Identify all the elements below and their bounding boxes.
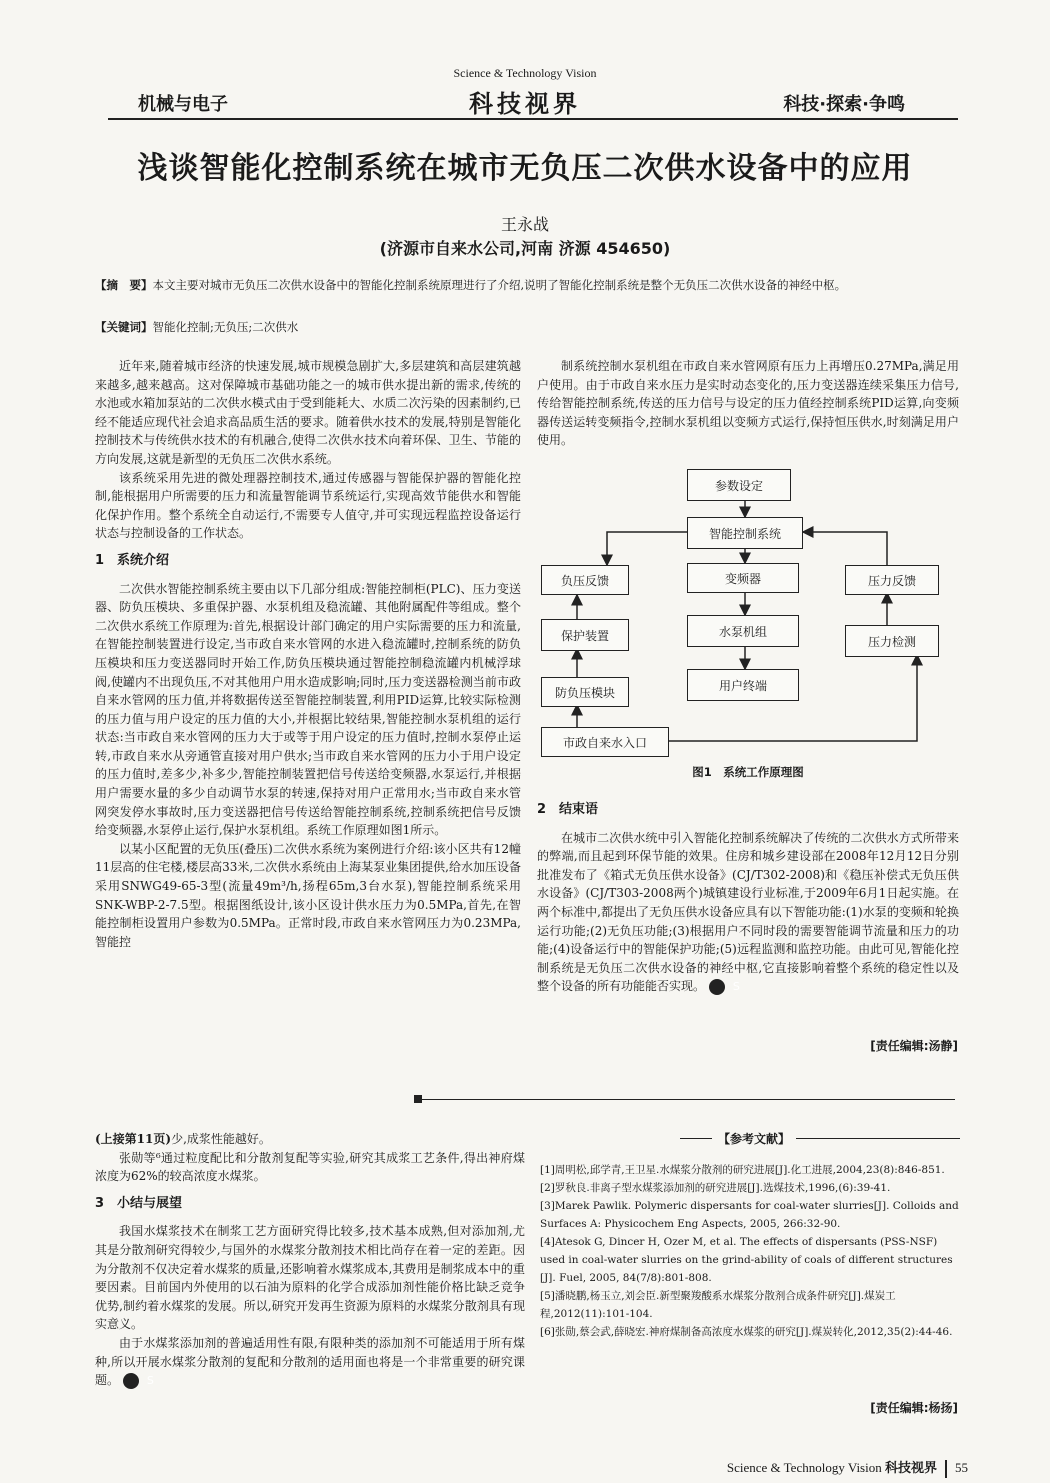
paragraph: 制系统控制水泵机组在市政自来水管网原有压力上再增压0.27MPa,满足用户使用。由于市政自来水压力是实时动态变化的,压力变送器连续采集压力信号,传给智能控制系统,传送的压力信号与设定的压力值经控制系统PID运算,向变频器传送运转变频指令,控制水泵机组以变频方式运行,保持恒压供水,时刻满足用户使用。 [537,359,959,448]
footer-english: Science & Technology Vision [726,1460,882,1475]
keywords-text: 智能化控制;无负压;二次供水 [152,320,299,334]
header-rule [108,118,958,120]
box-pump-unit: 水泵机组 [687,615,799,647]
reference-item: [6]张勋,蔡会武,薛晓宏.神府煤制备高浓度水煤浆的研究[J].煤炭转化,2012,35(2):44-46. [540,1326,953,1338]
paragraph: 张勋等⁶通过粒度配比和分散剂复配等实验,研究其成浆工艺条件,得出神府煤浓度为62%的较高浓度水煤浆。 [95,1150,525,1184]
paragraph: 二次供水智能控制系统主要由以下几部分组成:智能控制柜(PLC)、压力变送器、防负压模块、多重保护器、水泵机组及稳流罐、其他附属配件等组成。整个二次供水系统工作原理为:首先,根据设计部门确定的用户实际需要的压力和流量,在智能控制装置进行设定,当市政自来水管网的水进入稳流罐时,控制系统的防负压模块和压力变送器同时开始工作,防负压模块通过智能控制稳流罐内机械浮球阀,使罐内不出现负压,不对其他用户用水造成影响;同时,压力变送器检测当前市政自来水管网的压力值,并将数据传送至智能控制装置,利用PID运算,比较实际检测的压力值与用户设定的压力值的大小,并根据比较结果,智能控制水泵机组的运行状态:当市政自来水管网的压力大于或等于用户设定的压力值时,控制水泵停止运转,市政自来水从旁通管直接对用户供水;当市政自来水管网的压力小于用户设定的压力值时,差多少,补多少,智能控制装置把信号传送给变频器,水泵运行,并根据用户需要水量的多少自动调节水泵的转速,保持对用户正常用水;当市政自来水管网突发停水事故时,压力变送器把信号传送给智能控制系统,控制系统把信号反馈给变频器,水泵停止运行,保护水泵机组。系统工作原理如图1所示。 [95,581,521,838]
article-title: 浅谈智能化控制系统在城市无负压二次供水设备中的应用 [137,151,913,186]
box-protection-device: 保护装置 [541,619,629,651]
journal-english-name: Science & Technology Vision [453,66,597,80]
section-label-left: 机械与电子 [138,94,228,115]
separator-mark [414,1095,422,1103]
paragraph: 我国水煤浆技术在制浆工艺方面研究得比较多,技术基本成熟,但对添加剂,尤其是分散剂研究得较少,与国外的水煤浆分散剂技术相比尚存在着一定的差距。因为分散剂不仅决定着水煤浆的质量,还影响着水煤浆成本,其费用是制浆成本中的重要因素。目前国内外使用的以石油为原料的化学合成添加剂性能价格比缺乏竞争优势,制约着水煤浆的发展。所以,研究开发再生资源为原料的水煤浆分散剂具有现实意义。 [95,1224,525,1332]
box-vfd: 变频器 [687,563,799,593]
paragraph-text: 少,成浆性能越好。 [171,1132,271,1146]
article-end-icon: S [123,1373,139,1389]
right-column-top [537,357,959,450]
paragraph-text: 在城市二次供水统中引入智能化控制系统解决了传统的二次供水方式所带来的弊端,而且起到环保节能的效果。住房和城乡建设部在2008年12月12日分别批准发布了《箱式无负压供水设备》(CJ/T302-2008)和《稳压补偿式无负压供水设备》(CJ/T303-2008两个)城镇建设行业标准,于2009年6月1日起实施。在两个标准中,都提出了无负压供水设备应具有以下智能功能:(1)水泵的变频和轮换运行功能;(2)无负压功能;(3)根据用户不同时段的需要智能调节流量和压力的功能;(4)设备运行中的智能保护功能;(5)远程监测和监控功能。由此可见,智能化控制系统是无负压二次供水设备的神经中枢,它直接影响着整个系统的稳定性以及整个设备的所有功能能否实现。 [537,830,959,994]
box-pressure-feedback: 压力反馈 [845,565,939,595]
affiliation: (济源市自来水公司,河南 济源 454650) [379,239,671,258]
box-user-terminal: 用户终端 [687,669,799,701]
paragraph: 近年来,随着城市经济的快速发展,城市规模急剧扩大,多层建筑和高层建筑越来越多,越来越高。这对保障城市基础功能之一的城市供水提出新的需求,传统的水池或水箱加泵站的二次供水模式由于受到能耗大、水质二次污染的因素制约,已经不能适应现代社会追求高品质生活的要求。随着供水技术的发展,特别是智能化控制技术与传统供水技术的有机融合,使得二次供水技术向着环保、卫生、节能的方向发展,这就是新型的无负压二次供水系统。 [95,359,521,466]
section-heading: 1 系统介绍 [95,552,170,568]
paragraph: 该系统采用先进的微处理器控制技术,通过传感器与智能保护器的智能化控制,能根据用户所需要的压力和流量智能调节系统运行,实现高效节能供水和智能化保护作用。整个系统全自动运行,不需要专人值守,并可实现远程监控设备运行状态与控制设备的工作状态。 [95,470,521,541]
article-end-icon: S [709,979,725,995]
reference-item: [4]Atesok G, Dincer H, Ozer M, et al. The effects of dispersants (PSS-NSF) used in coal-water slurries on the grind-ability of coals of different structures [J]. Fuel, 2005, 84(7/8):801-808. [540,1236,953,1284]
journal-title: 科技视界 [469,90,581,118]
box-param-setting: 参数设定 [687,469,791,501]
reference-item: [3]Marek Pawlik. Polymeric dispersants for coal-water slurries[J]. Colloids and Surfaces A: Physicochem Eng Aspects, 2005, 266:32-90. [540,1200,959,1230]
figure-caption: 图1 系统工作原理图 [692,765,804,779]
editor-credit: [责任编辑:汤静] [870,1039,958,1053]
reference-item: [5]潘晓鹏,杨玉立,刘会臣.新型聚羧酸系水煤浆分散剂合成条件研究[J].煤炭工程,2012(11):101-104. [540,1290,896,1320]
reference-item: [2]罗秋良.非离子型水煤浆添加剂的研究进展[J].选煤技术,1996,(6):39-41. [540,1182,891,1194]
box-negative-feedback: 负压反馈 [541,565,629,595]
footer-journal: 科技视界 [884,1461,937,1476]
abstract-label: 【摘 要】 [95,278,153,292]
references-heading: 【参考文献】 [712,1130,796,1147]
reference-item: [1]周明松,邱学青,王卫星.水煤浆分散剂的研究进展[J].化工进展,2004,23(8):846-851. [540,1164,945,1176]
box-smart-control: 智能控制系统 [687,517,803,549]
right-column-bottom [537,792,959,996]
abstract-text: 本文主要对城市无负压二次供水设备中的智能化控制系统原理进行了介绍,说明了智能化控制系统是整个无负压二次供水设备的神经中枢。 [152,278,847,292]
article-separator [420,1099,955,1100]
paragraph [537,829,959,996]
references-list [540,1161,960,1341]
footer-divider [945,1460,947,1478]
section-heading: 2 结束语 [537,802,599,817]
section-label-right: 科技·探索·争鸣 [783,94,905,115]
section-heading: 3 小结与展望 [95,1195,183,1211]
paragraph-text: 由于水煤浆添加剂的普遍适用性有限,有限种类的添加剂不可能适用于所有煤种,所以开展水煤浆分散剂的复配和分散剂的适用面也将是一个非常重要的研究课题。 [95,1335,525,1388]
box-municipal-inlet: 市政自来水入口 [541,727,669,757]
abstract [95,276,957,295]
continued-from: (上接第11页) [95,1132,172,1146]
paragraph [95,1130,525,1149]
page-number: 55 [955,1460,968,1475]
left-column [95,357,521,951]
box-anti-negative-module: 防负压模块 [541,677,629,707]
page-footer [727,1457,968,1478]
keywords-label: 【关键词】 [95,320,153,334]
paragraph: 以某小区配置的无负压(叠压)二次供水系统为案例进行介绍:该小区共有12幢11层高的住宅楼,楼层高33米,二次供水系统由上海某泵业集团提供,给水加压设备采用SNWG49-65-3型(流量49m³/h,扬程65m,3台水泵),智能控制系统采用SNK-WBP-2-7.5型。根据图纸设计,该小区设计供水压力为0.5MPa,首先,在智能控制柜设置用户参数为0.5MPa。正常时段,市政自来水管网压力为0.23MPa,智能控 [95,841,521,949]
keywords [95,319,957,335]
continuation-column [95,1130,525,1390]
box-pressure-detection: 压力检测 [845,625,939,657]
system-diagram [537,465,959,765]
editor-credit: [责任编辑:杨扬] [870,1401,958,1415]
author: 王永战 [500,215,549,234]
paragraph [95,1334,525,1390]
